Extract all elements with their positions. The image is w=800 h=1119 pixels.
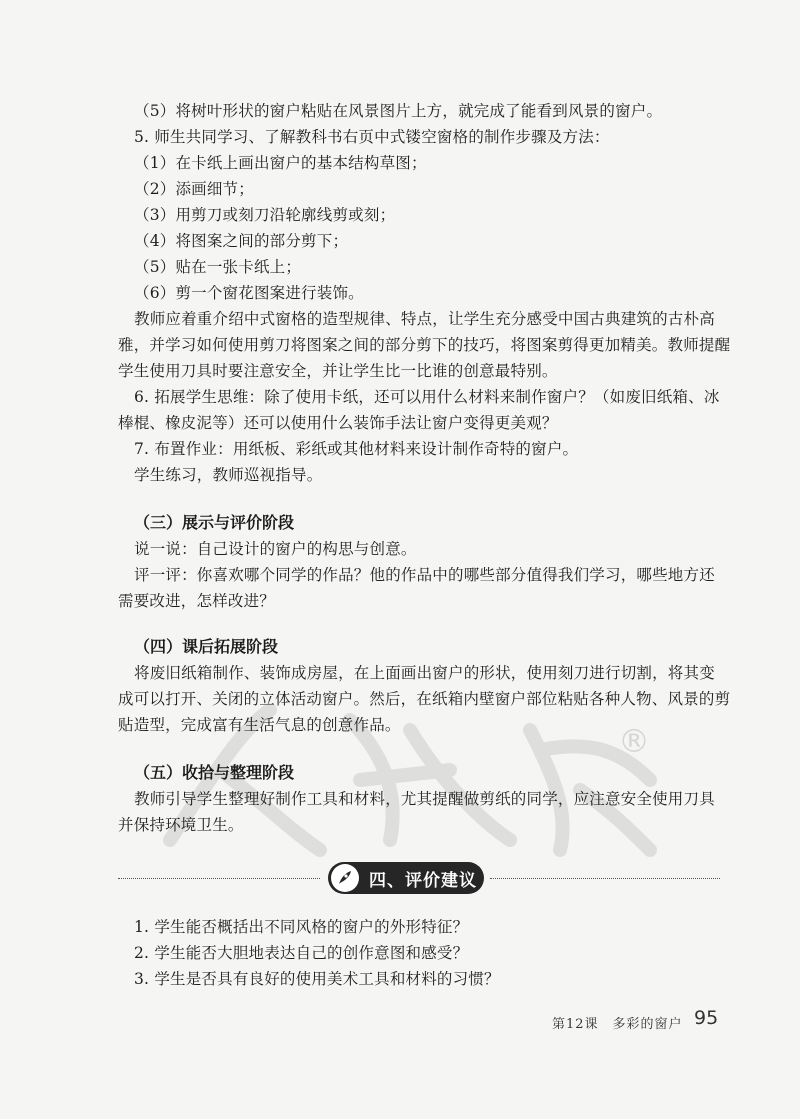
text-line: 教师引导学生整理好制作工具和材料，尤其提醒做剪纸的同学，应注意安全使用刀具 <box>134 790 715 808</box>
text-line: （3）用剪刀或刻刀沿轮廓线剪或刻； <box>134 206 396 224</box>
list-item: 1. 学生能否概括出不同风格的窗户的外形特征？ <box>134 918 469 936</box>
text-line: 学生练习，教师巡视指导。 <box>134 466 323 484</box>
text-line: 成可以打开、关闭的立体活动窗户。然后，在纸箱内壁窗户部位粘贴各种人物、风景的剪 <box>118 690 731 708</box>
text-line: 教师应着重介绍中式窗格的造型规律、特点，让学生充分感受中国古典建筑的古朴高 <box>134 310 715 328</box>
text-line: 将废旧纸箱制作、装饰成房屋，在上面画出窗户的形状，使用刻刀进行切割，将其变 <box>134 664 715 682</box>
text-line: 学生使用刀具时要注意安全，并让学生比一比谁的创意最特别。 <box>118 362 558 380</box>
text-line: 雅，并学习如何使用剪刀将图案之间的部分剪下的技巧，将图案剪得更加精美。教师提醒 <box>118 336 731 354</box>
text-line: （2）添画细节； <box>134 180 254 198</box>
divider-left <box>118 878 320 879</box>
text-line: 需要改进，怎样改进？ <box>118 592 276 610</box>
text-line: 评一评：你喜欢哪个同学的作品？他的作品中的哪些部分值得我们学习，哪些地方还 <box>134 566 715 584</box>
text-line: 7. 布置作业：用纸板、彩纸或其他材料来设计制作奇特的窗户。 <box>134 440 579 458</box>
text-line: 贴造型，完成富有生活气息的创意作品。 <box>118 716 401 734</box>
list-item: 3. 学生是否具有良好的使用美术工具和材料的习惯？ <box>134 970 500 988</box>
footer-lesson-title: 第12课 多彩的窗户 <box>552 1017 683 1032</box>
text-line: 6. 拓展学生思维：除了使用卡纸，还可以用什么材料来制作窗户？（如废旧纸箱、冰 <box>134 388 720 406</box>
section-heading: （五）收拾与整理阶段 <box>134 763 295 782</box>
text-line: （5）贴在一张卡纸上； <box>134 258 302 276</box>
text-line: 说一说：自己设计的窗户的构思与创意。 <box>134 540 417 558</box>
text-line: 并保持环境卫生。 <box>118 816 244 834</box>
pen-nib-icon <box>331 864 359 892</box>
badge-label: 四、评价建议 <box>369 870 477 891</box>
text-line: （5）将树叶形状的窗户粘贴在风景图片上方，就完成了能看到风景的窗户。 <box>134 102 663 120</box>
text-line: 5. 师生共同学习、了解教科书右页中式镂空窗格的制作步骤及方法： <box>134 128 610 146</box>
section-badge <box>328 862 484 894</box>
section-heading: （四）课后拓展阶段 <box>134 637 279 656</box>
text-line: （1）在卡纸上画出窗户的基本结构草图； <box>134 154 427 172</box>
text-line: 棒棍、橡皮泥等）还可以使用什么装饰手法让窗户变得更美观？ <box>118 414 558 432</box>
section-heading: （三）展示与评价阶段 <box>134 513 295 532</box>
page-number: 95 <box>694 1007 719 1029</box>
registered-mark: ® <box>618 722 650 760</box>
divider-right <box>490 878 720 879</box>
list-item: 2. 学生能否大胆地表达自己的创作意图和感受？ <box>134 944 469 962</box>
text-line: （4）将图案之间的部分剪下； <box>134 232 349 250</box>
text-line: （6）剪一个窗花图案进行装饰。 <box>134 284 364 302</box>
